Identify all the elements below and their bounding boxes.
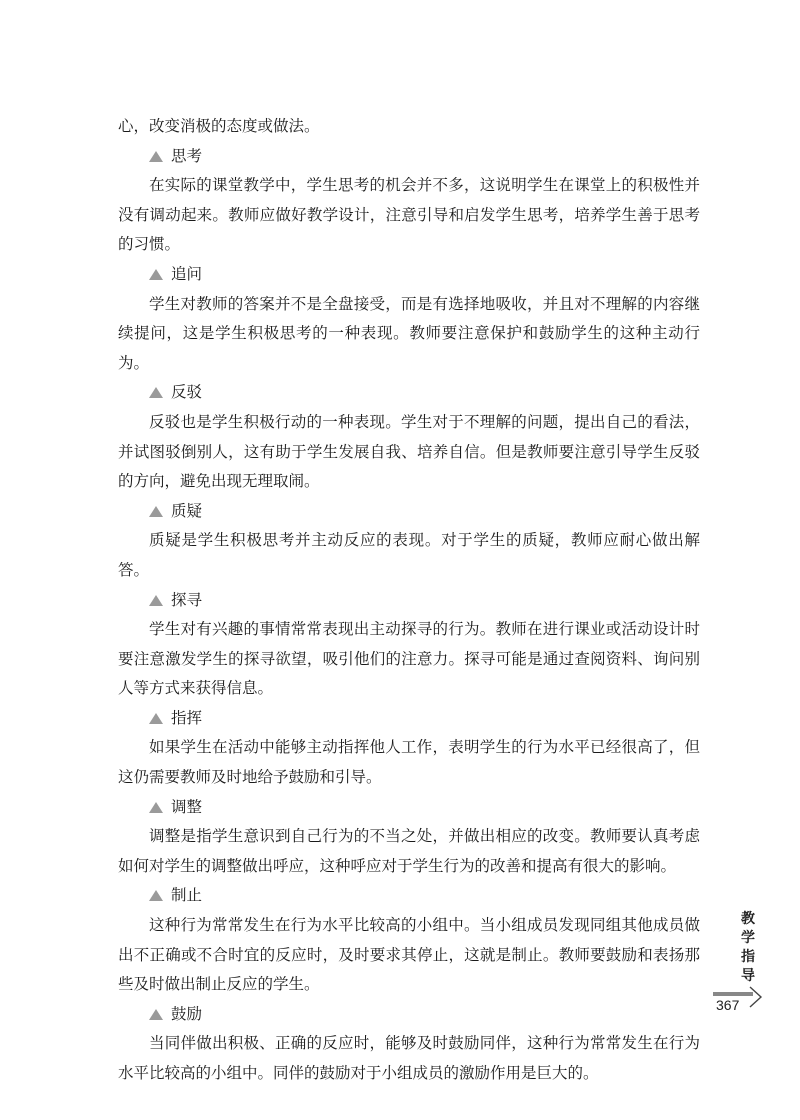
body-paragraph: 心，改变消极的态度或做法。 <box>118 117 320 135</box>
body-paragraph: 调整是指学生意识到自己行为的不当之处，并做出相应的改变。教师要认真考虑如何对学生的调整做出呼应，这种呼应对于学生行为的改善和提高有很大的影响。 <box>118 827 700 875</box>
section-heading <box>118 378 700 408</box>
section-heading <box>118 142 700 172</box>
section-heading <box>118 704 700 734</box>
triangle-icon <box>149 387 163 398</box>
body-paragraph: 如果学生在活动中能够主动指挥他人工作，表明学生的行为水平已经很高了，但这仍需要教师及时地给予鼓励和引导。 <box>118 738 700 787</box>
section-heading <box>118 881 700 911</box>
page-number-bar <box>713 992 753 996</box>
section-heading-label: 调整 <box>171 797 203 816</box>
section-heading-label: 制止 <box>171 886 203 905</box>
section-heading-label: 思考 <box>171 146 203 165</box>
section-tab-char: 学 <box>741 930 755 946</box>
body-paragraph: 质疑是学生积极思考并主动反应的表现。对于学生的质疑，教师应耐心做出解答。 <box>118 531 700 579</box>
section-heading-label: 质疑 <box>171 501 203 520</box>
section-tab-char: 教 <box>741 911 755 927</box>
section-heading-label: 追问 <box>171 264 203 283</box>
triangle-icon <box>149 713 163 724</box>
body-paragraph: 学生对有兴趣的事情常常表现出主动探寻的行为。教师在进行课业或活动设计时要注意激发学生的探寻欲望，吸引他们的注意力。探寻可能是通过查阅资料、询问别人等方式来获得信息。 <box>118 620 700 698</box>
section-tab-char: 导 <box>741 968 755 984</box>
section-tab <box>728 910 768 986</box>
body-paragraph: 学生对教师的答案并不是全盘接受，而是有选择地吸收，并且对不理解的内容继续提问，这是学生积极思考的一种表现。教师要注意保护和鼓励学生的这种主动行为。 <box>118 294 700 372</box>
body-paragraph: 这种行为常常发生在行为水平比较高的小组中。当小组成员发现同组其他成员做出不正确或不合时宜的反应时，及时要求其停止，这就是制止。教师要鼓励和表扬那些及时做出制止反应的学生。 <box>118 916 700 994</box>
section-heading <box>118 1000 700 1030</box>
triangle-icon <box>149 802 163 813</box>
body-paragraph: 当同伴做出积极、正确的反应时，能够及时鼓励同伴，这种行为常常发生在行为水平比较高的小组中。同伴的鼓励对于小组成员的激励作用是巨大的。 <box>118 1034 700 1082</box>
triangle-icon <box>149 1009 163 1020</box>
triangle-icon <box>149 595 163 606</box>
section-tab-char: 指 <box>741 949 755 965</box>
section-heading-label: 探寻 <box>171 590 203 609</box>
chevron-right-icon <box>748 985 764 1009</box>
section-heading <box>118 497 700 527</box>
section-heading-label: 反驳 <box>171 383 203 402</box>
section-heading <box>118 586 700 616</box>
body-paragraph: 在实际的课堂教学中，学生思考的机会并不多，这说明学生在课堂上的积极性并没有调动起来。教师应做好教学设计，注意引导和启发学生思考，培养学生善于思考的习惯。 <box>118 176 700 254</box>
section-heading <box>118 793 700 823</box>
triangle-icon <box>149 151 163 162</box>
triangle-icon <box>149 506 163 517</box>
triangle-icon <box>149 890 163 901</box>
page-body <box>118 112 700 1089</box>
section-heading <box>118 260 700 290</box>
section-heading-label: 鼓励 <box>171 1004 203 1023</box>
body-paragraph: 反驳也是学生积极行动的一种表现。学生对于不理解的问题，提出自己的看法，并试图驳倒别人，这有助于学生发展自我、培养自信。但是教师要注意引导学生反驳的方向，避免出现无理取闹。 <box>118 412 700 491</box>
triangle-icon <box>149 269 163 280</box>
section-heading-label: 指挥 <box>171 708 203 727</box>
page-number: 367 <box>716 997 740 1013</box>
